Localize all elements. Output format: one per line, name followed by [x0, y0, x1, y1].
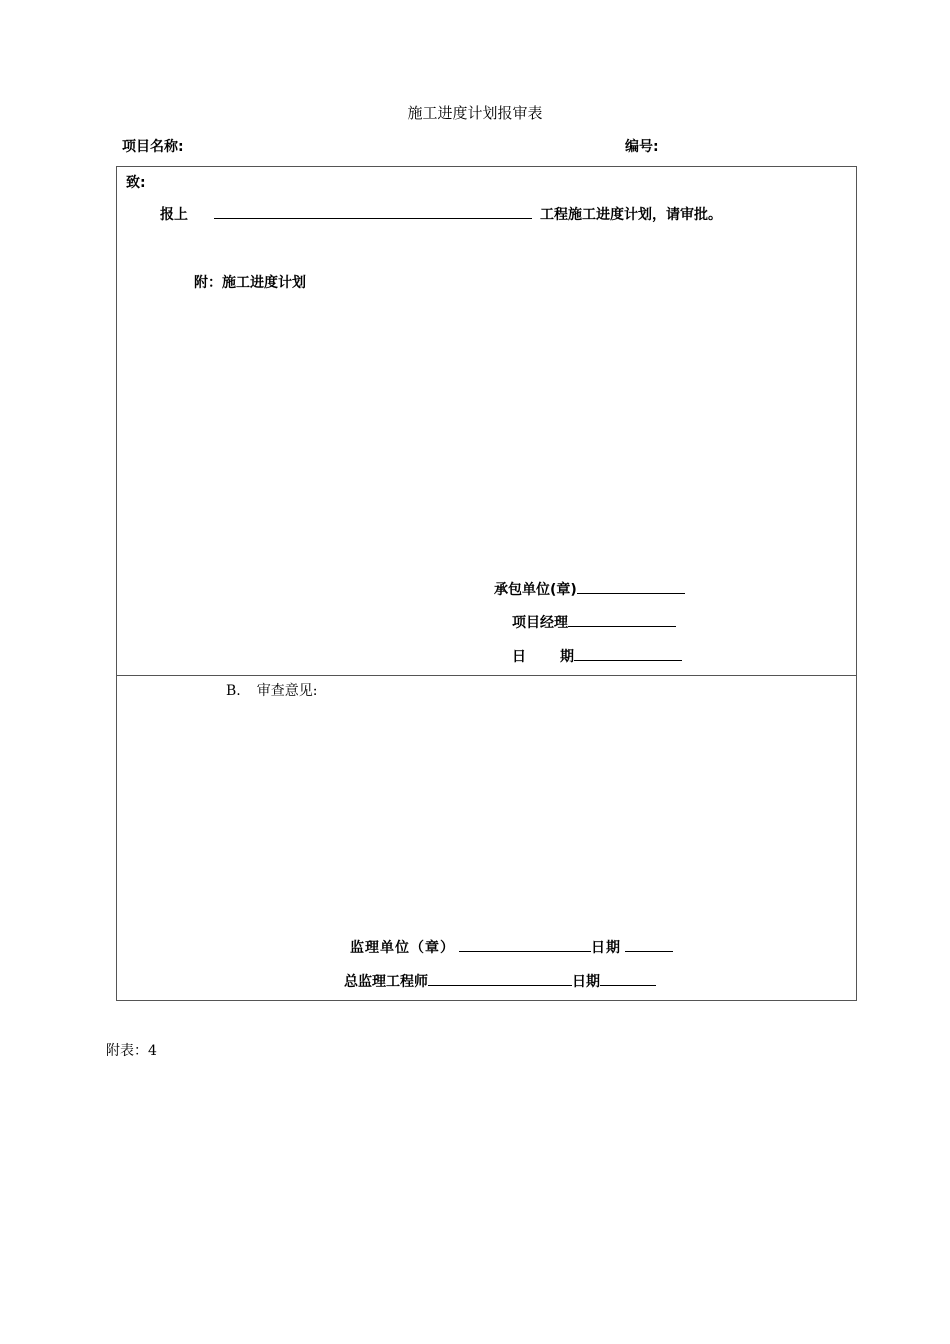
contractor-blank[interactable] — [577, 578, 685, 594]
report-prefix: 报上 — [160, 207, 188, 223]
number-label: 编号: — [625, 139, 659, 155]
date-label-part1: 日 — [512, 649, 526, 665]
supervisor-label: 监理单位（章） — [350, 940, 455, 956]
report-line — [160, 204, 722, 224]
chief-engineer-signature-row — [344, 970, 656, 991]
section-marker: B. — [226, 683, 241, 699]
project-name-blank[interactable] — [214, 204, 532, 219]
project-name-label: 项目名称: — [122, 139, 184, 155]
review-label: 审查意见: — [256, 683, 318, 699]
chief-date-blank[interactable] — [600, 970, 656, 986]
contractor-signature-row — [494, 578, 685, 599]
manager-signature-row — [512, 611, 676, 632]
supervisor-blank[interactable] — [459, 936, 591, 952]
attachment-note: 附：施工进度计划 — [194, 275, 306, 291]
appendix-label: 附表：4 — [106, 1043, 157, 1059]
submission-date-row — [512, 645, 682, 666]
supervisor-date-label: 日期 — [591, 940, 621, 956]
chief-engineer-label: 总监理工程师 — [344, 974, 428, 990]
chief-date-label: 日期 — [572, 974, 600, 990]
supervisor-signature-row — [350, 936, 673, 957]
manager-label: 项目经理 — [512, 615, 568, 631]
manager-blank[interactable] — [568, 611, 676, 627]
submission-date-blank[interactable] — [574, 645, 682, 661]
contractor-label: 承包单位(章) — [494, 582, 577, 598]
chief-engineer-blank[interactable] — [428, 970, 572, 986]
supervisor-date-blank[interactable] — [625, 936, 673, 952]
date-label-part2: 期 — [560, 649, 574, 665]
review-opinion-label — [226, 680, 317, 700]
page-title: 施工进度计划报审表 — [407, 104, 543, 122]
addressee-label: 致: — [126, 175, 146, 191]
submission-section — [116, 166, 857, 676]
report-suffix: 工程施工进度计划，请审批。 — [540, 207, 722, 223]
